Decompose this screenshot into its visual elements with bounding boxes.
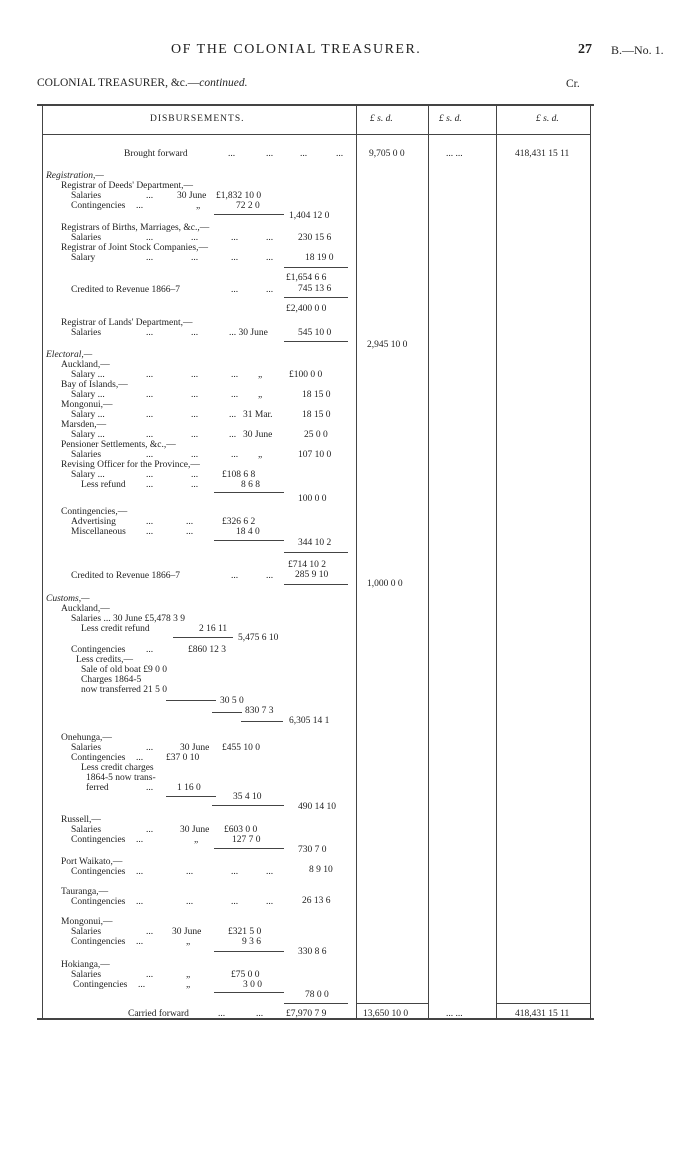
leader-dots: ... bbox=[191, 480, 199, 490]
leader-dots: ... bbox=[146, 470, 154, 480]
leader-dots: ... bbox=[146, 527, 154, 537]
customs-contingencies-net: 830 7 3 bbox=[245, 706, 274, 716]
salaries-label: Salaries bbox=[71, 743, 102, 753]
reg-births-value: 230 15 6 bbox=[298, 233, 332, 243]
electoral-bay: 18 15 0 bbox=[302, 390, 331, 400]
reg-joint-heading: Registrar of Joint Stock Companies,— bbox=[61, 243, 208, 253]
leader-dots: ... bbox=[191, 430, 199, 440]
electoral-marsden: 25 0 0 bbox=[304, 430, 328, 440]
now-transferred-line: now transferred 21 5 0 bbox=[81, 685, 168, 695]
sum-rule bbox=[284, 1003, 348, 1004]
sum-rule bbox=[284, 341, 348, 342]
hokianga-total: 78 0 0 bbox=[305, 990, 329, 1000]
leader-dots: ... bbox=[300, 149, 308, 159]
date-label: 30 June bbox=[180, 825, 210, 835]
date-label: 30 June bbox=[180, 743, 210, 753]
onehunga-heading: Onehunga,— bbox=[61, 733, 112, 743]
sum-rule bbox=[166, 700, 216, 701]
electoral-misc: 18 4 0 bbox=[236, 527, 260, 537]
leader-dots: ... bbox=[266, 253, 274, 263]
port-waikato-total: 8 9 10 bbox=[309, 865, 333, 875]
leader-dots: ... bbox=[229, 410, 237, 420]
leader-dots: ... bbox=[231, 390, 239, 400]
pensioner-heading: Pensioner Settlements, &c.,— bbox=[61, 440, 176, 450]
header-rule bbox=[42, 134, 590, 135]
electoral-total: 1,000 0 0 bbox=[367, 579, 403, 589]
leader-dots: ... bbox=[138, 980, 146, 990]
leader-dots: ... bbox=[191, 233, 199, 243]
mongonui-total: 330 8 6 bbox=[298, 947, 327, 957]
sum-rule bbox=[166, 796, 216, 797]
leader-dots: ... bbox=[231, 233, 239, 243]
leader-dots: ... bbox=[231, 897, 239, 907]
russell-contingencies: 127 7 0 bbox=[232, 835, 261, 845]
contingencies-heading: Contingencies,— bbox=[61, 507, 128, 517]
sum-rule bbox=[284, 584, 348, 585]
leader-dots: ... bbox=[136, 937, 144, 947]
reg-credited: 745 13 6 bbox=[298, 284, 332, 294]
less-credits-label: Less credits,— bbox=[76, 655, 133, 665]
leader-dots: ... bbox=[266, 867, 274, 877]
sum-rule bbox=[214, 848, 284, 849]
ferred-label: ferred bbox=[86, 783, 109, 793]
leader-dots: ... bbox=[136, 867, 144, 877]
contingencies-label: Contingencies bbox=[73, 980, 128, 990]
registration-total: 2,945 10 0 bbox=[367, 340, 408, 350]
section-subtitle: COLONIAL TREASURER, &c.—continued. bbox=[37, 77, 248, 89]
salary-label: Salary ... bbox=[71, 410, 105, 420]
leader-dots: ... bbox=[191, 370, 199, 380]
carried-forward-col3: ... ... bbox=[446, 1009, 463, 1019]
russell-salaries: £603 0 0 bbox=[224, 825, 258, 835]
sum-rule bbox=[356, 1003, 428, 1004]
tauranga-total: 26 13 6 bbox=[302, 896, 331, 906]
column-rule bbox=[496, 106, 497, 1018]
table-top-rule bbox=[37, 104, 594, 106]
onehunga-ferred: 1 16 0 bbox=[177, 783, 201, 793]
table-right-rule bbox=[590, 106, 591, 1018]
mongonui-customs-heading: Mongonui,— bbox=[61, 917, 113, 927]
sum-rule bbox=[284, 297, 348, 298]
salaries-label: Salaries bbox=[71, 328, 102, 338]
sum-rule bbox=[173, 637, 233, 638]
electoral-pensioner: 107 10 0 bbox=[298, 450, 332, 460]
leader-dots: ... bbox=[146, 233, 154, 243]
leader-dots: ... bbox=[266, 149, 274, 159]
reg-lands-value: 545 10 0 bbox=[298, 328, 332, 338]
ditto-mark: „ bbox=[258, 390, 263, 400]
revising-salary: £108 6 8 bbox=[222, 470, 256, 480]
leader-dots: ... bbox=[231, 867, 239, 877]
russell-heading: Russell,— bbox=[61, 815, 101, 825]
auckland-heading: Auckland,— bbox=[61, 604, 110, 614]
onehunga-salaries: £455 10 0 bbox=[222, 743, 260, 753]
leader-dots: ... bbox=[266, 897, 274, 907]
leader-dots: ... bbox=[266, 233, 274, 243]
customs-salaries: Salaries ... 30 June £5,478 3 9 bbox=[71, 614, 185, 624]
disbursements-heading: DISBURSEMENTS. bbox=[150, 114, 245, 124]
leader-dots: ... bbox=[146, 370, 154, 380]
reg-births-heading: Registrars of Births, Marriages, &c.,— bbox=[61, 223, 210, 233]
date-label: 30 June bbox=[172, 927, 202, 937]
sum-rule bbox=[214, 992, 284, 993]
leader-dots: ... bbox=[231, 571, 239, 581]
contingencies-label: Contingencies bbox=[71, 753, 126, 763]
ditto-mark: „ bbox=[196, 201, 201, 211]
marsden-heading: Marsden,— bbox=[61, 420, 107, 430]
leader-dots: ... bbox=[266, 285, 274, 295]
lsd-heading-col3: £ s. d. bbox=[439, 114, 462, 124]
contingencies-label: Contingencies bbox=[71, 835, 126, 845]
leader-dots: ... bbox=[186, 867, 194, 877]
leader-dots: ... bbox=[336, 149, 344, 159]
reg-2400: £2,400 0 0 bbox=[286, 304, 327, 314]
page-number: 27 bbox=[578, 42, 592, 57]
leader-dots: ... bbox=[191, 450, 199, 460]
customs-contingencies: £860 12 3 bbox=[188, 645, 226, 655]
leader-dots: ... bbox=[228, 149, 236, 159]
reg-lands-heading: Registrar of Lands' Department,— bbox=[61, 318, 193, 328]
date-label: ... 30 June bbox=[229, 328, 268, 338]
date-label: 30 June bbox=[243, 430, 273, 440]
russell-total: 730 7 0 bbox=[298, 845, 327, 855]
reg-deeds-total: 1,404 12 0 bbox=[289, 211, 330, 221]
leader-dots: ... bbox=[266, 571, 274, 581]
customs-salaries-net: 5,475 6 10 bbox=[238, 633, 279, 643]
contingencies-label: Contingencies bbox=[71, 867, 126, 877]
date-label: 30 June bbox=[177, 191, 207, 201]
carried-forward-label: Carried forward bbox=[128, 1009, 189, 1019]
reg-deeds-salaries: £1,832 10 0 bbox=[216, 191, 262, 201]
sum-rule bbox=[284, 267, 348, 268]
salary-label: Salary ... bbox=[71, 390, 105, 400]
carried-forward-col4: 418,431 15 11 bbox=[515, 1009, 570, 1019]
auckland-heading: Auckland,— bbox=[61, 360, 110, 370]
column-rule bbox=[428, 106, 429, 1018]
customs-auckland-total: 6,305 14 1 bbox=[289, 716, 330, 726]
leader-dots: ... bbox=[146, 450, 154, 460]
leader-dots: ... bbox=[146, 743, 154, 753]
page-title: OF THE COLONIAL TREASURER. bbox=[171, 42, 422, 57]
sum-rule bbox=[241, 721, 283, 722]
revising-total: 100 0 0 bbox=[298, 494, 327, 504]
leader-dots: ... bbox=[146, 410, 154, 420]
leader-dots: ... bbox=[191, 470, 199, 480]
charges-line: Charges 1864-5 bbox=[81, 675, 142, 685]
ditto-mark: „ bbox=[258, 370, 263, 380]
port-waikato-heading: Port Waikato,— bbox=[61, 857, 123, 867]
salary-label: Salary ... bbox=[71, 470, 105, 480]
electoral-mongonui: 18 15 0 bbox=[302, 410, 331, 420]
ditto-mark: „ bbox=[186, 980, 191, 990]
sum-rule bbox=[496, 1003, 590, 1004]
ditto-mark: „ bbox=[186, 937, 191, 947]
revising-heading: Revising Officer for the Province,— bbox=[61, 460, 200, 470]
salary-label: Salary ... bbox=[71, 430, 105, 440]
brought-forward-col3: ... ... bbox=[446, 149, 463, 159]
salaries-label: Salaries bbox=[71, 191, 102, 201]
leader-dots: ... bbox=[231, 285, 239, 295]
less-credit-refund-label: Less credit refund bbox=[81, 624, 150, 634]
leader-dots: ... bbox=[191, 328, 199, 338]
column-rule bbox=[356, 106, 357, 1018]
mongonui-contingencies: 9 3 6 bbox=[242, 937, 261, 947]
hokianga-salaries: £75 0 0 bbox=[231, 970, 260, 980]
customs-credits-total: 30 5 0 bbox=[220, 696, 244, 706]
leader-dots: ... bbox=[146, 970, 154, 980]
leader-dots: ... bbox=[146, 825, 154, 835]
salaries-label: Salaries bbox=[71, 233, 102, 243]
paper-reference: B.—No. 1. bbox=[611, 43, 664, 57]
leader-dots: ... bbox=[146, 783, 154, 793]
sum-rule bbox=[214, 951, 284, 952]
bay-islands-heading: Bay of Islands,— bbox=[61, 380, 128, 390]
table-left-rule bbox=[42, 106, 43, 1018]
electoral-advertising: £326 6 2 bbox=[222, 517, 256, 527]
registration-heading: Registration,— bbox=[46, 171, 104, 181]
leader-dots: ... bbox=[191, 390, 199, 400]
ditto-mark: „ bbox=[194, 835, 199, 845]
reg-subtotal: £1,654 6 6 bbox=[286, 273, 327, 283]
revising-refund: 8 6 8 bbox=[241, 480, 260, 490]
leader-dots: ... bbox=[146, 390, 154, 400]
sum-rule bbox=[214, 492, 284, 493]
leader-dots: ... bbox=[136, 753, 144, 763]
miscellaneous-label: Miscellaneous bbox=[71, 527, 126, 537]
leader-dots: ... bbox=[146, 191, 154, 201]
sum-rule bbox=[212, 712, 242, 713]
brought-forward-col2: 9,705 0 0 bbox=[369, 149, 405, 159]
reg-joint-value: 18 19 0 bbox=[305, 253, 334, 263]
ditto-mark: „ bbox=[258, 450, 263, 460]
leader-dots: ... bbox=[136, 201, 144, 211]
onehunga-total: 490 14 10 bbox=[298, 802, 336, 812]
leader-dots: ... bbox=[136, 835, 144, 845]
tauranga-heading: Tauranga,— bbox=[61, 887, 109, 897]
reg-deeds-contingencies: 72 2 0 bbox=[236, 201, 260, 211]
onehunga-contingencies: £37 0 10 bbox=[166, 753, 200, 763]
electoral-auckland: £100 0 0 bbox=[289, 370, 323, 380]
leader-dots: ... bbox=[191, 410, 199, 420]
contingencies-label: Contingencies bbox=[71, 897, 126, 907]
onehunga-contingencies-net: 35 4 10 bbox=[233, 792, 262, 802]
leader-dots: ... bbox=[146, 480, 154, 490]
less-credit-charges-label: Less credit charges bbox=[81, 763, 154, 773]
date-label: 31 Mar. bbox=[243, 410, 273, 420]
contingencies-label: Contingencies bbox=[71, 201, 126, 211]
contingencies-label: Contingencies bbox=[71, 645, 126, 655]
lsd-heading-col4: £ s. d. bbox=[536, 114, 559, 124]
leader-dots: ... bbox=[256, 1009, 264, 1019]
electoral-heading: Electoral,— bbox=[46, 350, 93, 360]
customs-refund: 2 16 11 bbox=[199, 624, 228, 634]
leader-dots: ... bbox=[146, 645, 154, 655]
leader-dots: ... bbox=[186, 517, 194, 527]
sale-boat-line: Sale of old boat £9 0 0 bbox=[81, 665, 168, 675]
brought-forward-col4: 418,431 15 11 bbox=[515, 149, 570, 159]
leader-dots: ... bbox=[186, 897, 194, 907]
sum-rule bbox=[284, 552, 348, 553]
leader-dots: ... bbox=[229, 430, 237, 440]
mongonui-salaries: £321 5 0 bbox=[228, 927, 262, 937]
leader-dots: ... bbox=[146, 927, 154, 937]
leader-dots: ... bbox=[186, 527, 194, 537]
leader-dots: ... bbox=[146, 517, 154, 527]
sum-rule bbox=[214, 214, 284, 215]
electoral-credited: 285 9 10 bbox=[295, 570, 329, 580]
carried-forward-col2: 13,650 10 0 bbox=[363, 1009, 409, 1019]
salaries-label: Salaries bbox=[71, 450, 102, 460]
salary-label: Salary ... bbox=[71, 370, 105, 380]
leader-dots: ... bbox=[136, 897, 144, 907]
salary-label: Salary bbox=[71, 253, 96, 263]
hokianga-heading: Hokianga,— bbox=[61, 960, 110, 970]
salaries-label: Salaries bbox=[71, 927, 102, 937]
customs-heading: Customs,— bbox=[46, 594, 90, 604]
lsd-heading-col2: £ s. d. bbox=[370, 114, 393, 124]
brought-forward-label: Brought forward bbox=[124, 149, 188, 159]
carried-forward-col1: £7,970 7 9 bbox=[286, 1009, 327, 1019]
salaries-label: Salaries bbox=[71, 970, 102, 980]
credit-side-label: Cr. bbox=[566, 78, 580, 90]
leader-dots: ... bbox=[231, 450, 239, 460]
salaries-label: Salaries bbox=[71, 825, 102, 835]
reg-deeds-heading: Registrar of Deeds' Department,— bbox=[61, 181, 194, 191]
leader-dots: ... bbox=[231, 370, 239, 380]
credited-label: Credited to Revenue 1866–7 bbox=[71, 571, 180, 581]
advertising-label: Advertising bbox=[71, 517, 116, 527]
ditto-mark: „ bbox=[186, 970, 191, 980]
leader-dots: ... bbox=[231, 253, 239, 263]
leader-dots: ... bbox=[146, 328, 154, 338]
hokianga-contingencies: 3 0 0 bbox=[243, 980, 262, 990]
leader-dots: ... bbox=[146, 430, 154, 440]
electoral-contingencies-total: 344 10 2 bbox=[298, 538, 332, 548]
mongonui-heading: Mongonui,— bbox=[61, 400, 113, 410]
contingencies-label: Contingencies bbox=[71, 937, 126, 947]
leader-dots: ... bbox=[191, 253, 199, 263]
leader-dots: ... bbox=[146, 253, 154, 263]
electoral-subtotal: £714 10 2 bbox=[288, 560, 326, 570]
charges-note: 1864-5 now trans- bbox=[86, 773, 156, 783]
leader-dots: ... bbox=[218, 1009, 226, 1019]
less-refund-label: Less refund bbox=[81, 480, 126, 490]
credited-label: Credited to Revenue 1866–7 bbox=[71, 285, 180, 295]
sum-rule bbox=[212, 805, 284, 806]
sum-rule bbox=[214, 540, 284, 541]
